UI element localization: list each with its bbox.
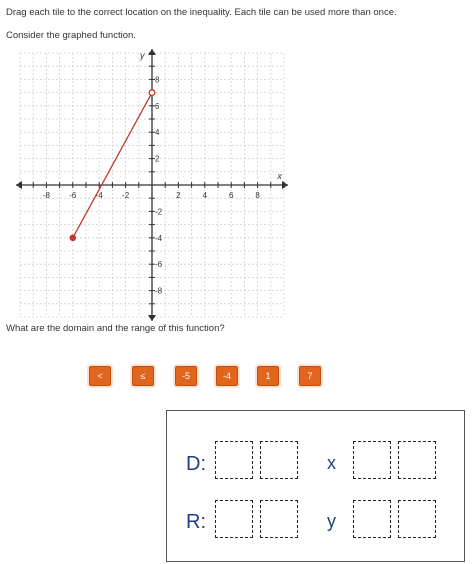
y-tick-label: -8 bbox=[155, 286, 163, 296]
x-tick-label: 4 bbox=[202, 191, 208, 200]
x-axis-arrow-right bbox=[282, 181, 288, 189]
tile-neg-4[interactable]: -4 bbox=[216, 366, 238, 386]
x-tick-label: -8 bbox=[42, 191, 50, 200]
x-tick-label: -4 bbox=[95, 191, 103, 200]
prompt-text: Consider the graphed function. bbox=[6, 30, 136, 41]
x-tick-label: -6 bbox=[69, 191, 77, 200]
domain-slot-1[interactable] bbox=[215, 441, 253, 479]
open-endpoint bbox=[149, 90, 155, 96]
x-tick-label: 6 bbox=[228, 191, 234, 200]
y-tick-label: 2 bbox=[155, 154, 160, 164]
function-graph bbox=[4, 50, 282, 316]
y-tick-label: 6 bbox=[155, 101, 160, 111]
x-axis-arrow-left bbox=[16, 181, 22, 189]
y-tick-label: -4 bbox=[155, 233, 163, 243]
domain-slot-4[interactable] bbox=[398, 441, 436, 479]
closed-endpoint bbox=[70, 235, 76, 241]
y-tick-label: 8 bbox=[155, 75, 160, 85]
x-tick-label: -2 bbox=[122, 191, 130, 200]
instructions-text: Drag each tile to the correct location on the inequality. Each tile can be used more than once. bbox=[6, 7, 397, 18]
tile-neg-5[interactable]: -5 bbox=[175, 366, 197, 386]
range-slot-1[interactable] bbox=[215, 500, 253, 538]
question-text: What are the domain and the range of this function? bbox=[6, 323, 225, 334]
y-axis-arrow-up bbox=[148, 49, 156, 55]
answer-area bbox=[166, 410, 465, 562]
range-label: R: bbox=[186, 511, 206, 533]
x-axis-label: x bbox=[277, 171, 282, 181]
tile-less-than[interactable]: < bbox=[89, 366, 111, 386]
x-tick-label: 8 bbox=[255, 191, 260, 200]
domain-label: D: bbox=[186, 453, 206, 475]
y-tick-label: 4 bbox=[155, 128, 160, 138]
tile-7[interactable]: 7 bbox=[299, 366, 321, 386]
range-slot-4[interactable] bbox=[398, 500, 436, 538]
y-axis-label: y bbox=[140, 50, 145, 61]
x-tick-label: 2 bbox=[176, 191, 181, 200]
range-slot-3[interactable] bbox=[353, 500, 391, 538]
domain-variable: x bbox=[327, 453, 336, 473]
y-tick-label: -2 bbox=[155, 207, 163, 217]
y-axis-arrow-down bbox=[148, 315, 156, 321]
range-variable: y bbox=[327, 511, 336, 531]
tile-1[interactable]: 1 bbox=[257, 366, 279, 386]
graph-tick-labels bbox=[43, 50, 283, 295]
domain-slot-3[interactable] bbox=[353, 441, 391, 479]
y-tick-label: -6 bbox=[155, 260, 163, 270]
range-slot-2[interactable] bbox=[260, 500, 298, 538]
domain-slot-2[interactable] bbox=[260, 441, 298, 479]
tile-less-equal[interactable]: ≤ bbox=[132, 366, 154, 386]
